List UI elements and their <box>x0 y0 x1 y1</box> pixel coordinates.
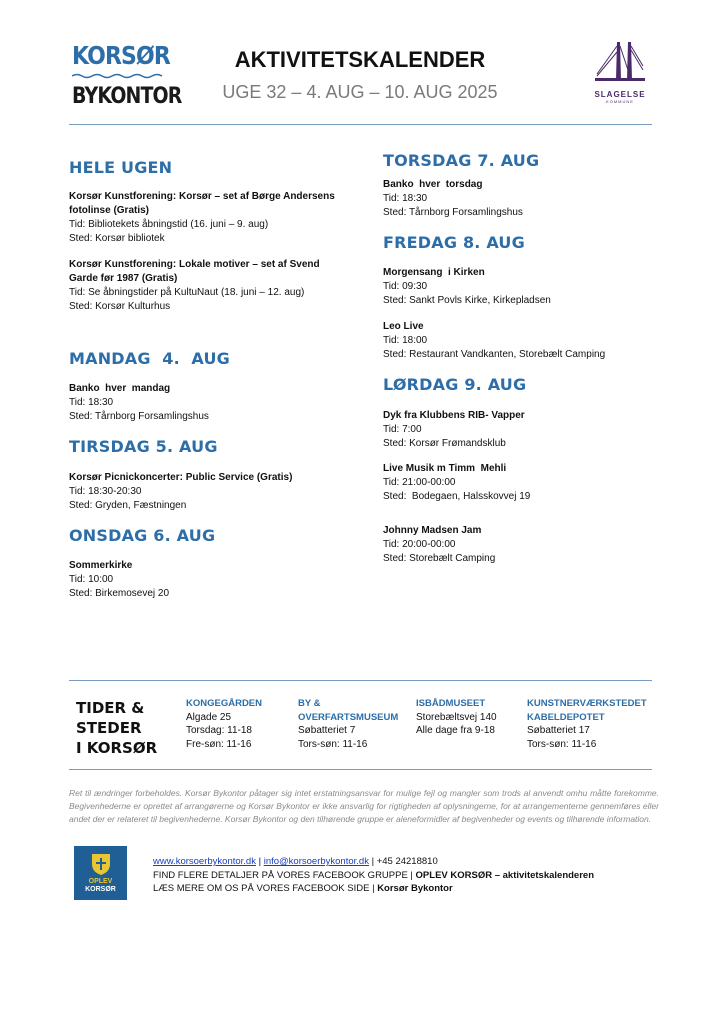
venue-line: Alle dage fra 9-18 <box>416 725 495 736</box>
event-time: Tid: 18:30 <box>383 193 428 204</box>
event-item <box>69 559 169 601</box>
phone-number: | +45 24218810 <box>368 856 438 867</box>
venue-name: ISBÅDMUSEET <box>416 698 486 709</box>
footer-divider-top <box>69 680 652 681</box>
footer-heading-line: I KORSØR <box>76 739 158 757</box>
event-title: Morgensang i Kirken <box>383 267 485 278</box>
slagelse-name: SLAGELSE <box>594 90 646 99</box>
event-place: Sted: Tårnborg Forsamlingshus <box>69 411 209 422</box>
logo-bykontor-text: BYKONTOR <box>72 84 182 109</box>
slagelse-kommune-logo <box>590 40 650 104</box>
event-place: Sted: Sankt Povls Kirke, Kirkepladsen <box>383 295 551 306</box>
event-time: Tid: 20:00-00:00 <box>383 539 456 550</box>
event-item <box>383 178 523 220</box>
event-title: Dyk fra Klubbens RIB- Vapper <box>383 410 525 421</box>
contact-separator: | <box>255 856 264 867</box>
disclaimer-text: Ret til ændringer forbeholdes. Korsør Bykontor påtager sig intet erstatningsansvar for mulige fejl og mangler som trods al anvendt omhu måtte forekomme. Begivenhederne er oprettet af arrangørerne og Korsør Bykontor er ikke ansvarlig for rigtigheden af oplysningerne, for at arrangementerne gennemføres eller andet der er relateret til begivenhederne. Korsør Bykontor og den tilhørende gruppe er aleneformidler af begivenheder og events og tilhørende information. <box>69 788 659 824</box>
venue-line: Søbatteriet 7 <box>298 725 356 736</box>
event-time: Tid: Bibliotekets åbningstid (16. juni – 9. aug) <box>69 219 269 230</box>
facebook-page-text: LÆS MERE OM OS PÅ VORES FACEBOOK SIDE | <box>153 883 378 894</box>
heading-onsdag: ONSDAG 6. AUG <box>69 526 216 545</box>
badge-line2: KORSØR <box>85 886 116 893</box>
event-place: Sted: Storebælt Camping <box>383 553 496 564</box>
venue-line: Storebæltsvej 140 <box>416 711 497 723</box>
event-place: Sted: Tårnborg Forsamlingshus <box>383 207 523 218</box>
event-place: Sted: Korsør Kulturhus <box>69 301 171 312</box>
event-item <box>69 258 344 314</box>
website-link[interactable]: www.korsoerbykontor.dk <box>153 856 256 867</box>
heading-fredag: FREDAG 8. AUG <box>383 233 525 252</box>
logo-korsor-text: KORSØR <box>72 41 170 70</box>
event-time: Tid: 09:30 <box>383 281 428 292</box>
venue-isbaadmuseet <box>416 697 497 738</box>
event-time: Tid: 7:00 <box>383 424 422 435</box>
page-subtitle: UGE 32 – 4. AUG – 10. AUG 2025 <box>222 82 498 102</box>
footer-heading-line: TIDER & <box>76 699 145 717</box>
waves-icon <box>72 73 164 79</box>
event-time: Tid: 18:30 <box>69 397 114 408</box>
page-title: AKTIVITETSKALENDER <box>234 47 486 72</box>
venue-name: BY & <box>298 698 321 709</box>
header-divider <box>69 124 652 125</box>
event-place: Sted: Bodegaen, Halsskovvej 19 <box>383 491 531 502</box>
event-place: Sted: Korsør bibliotek <box>69 233 165 244</box>
event-place: Sted: Korsør Frømandsklub <box>383 438 506 449</box>
email-link[interactable]: info@korsoerbykontor.dk <box>263 856 369 867</box>
event-time: Tid: 18:30-20:30 <box>69 486 142 497</box>
event-title: Korsør Kunstforening: Lokale motiver – set af Svend Garde før 1987 (Gratis) <box>69 259 320 284</box>
event-place: Sted: Restaurant Vandkanten, Storebælt Camping <box>383 349 606 360</box>
footer-heading-line: STEDER <box>76 719 142 737</box>
event-title: Korsør Kunstforening: Korsør – set af Børge Andersens fotolinse (Gratis) <box>69 191 335 216</box>
heading-hele-ugen: HELE UGEN <box>69 158 173 177</box>
event-time: Tid: 18:00 <box>383 335 428 346</box>
event-item <box>69 190 344 246</box>
venue-name: KABELDEPOTET <box>527 711 605 723</box>
event-item <box>383 320 605 362</box>
event-time: Tid: Se åbningstider på KultuNaut (18. juni – 12. aug) <box>69 287 305 298</box>
event-title: Live Musik m Timm Mehli <box>383 463 507 474</box>
heading-lordag: LØRDAG 9. AUG <box>383 375 527 394</box>
contact-block <box>153 855 594 896</box>
venue-line: Tors-søn: 11-16 <box>527 738 597 750</box>
footer-heading <box>76 698 157 758</box>
venue-line: Algade 25 <box>186 711 232 723</box>
event-item <box>383 524 495 566</box>
contact-line-1 <box>153 855 594 869</box>
event-place: Sted: Gryden, Fæstningen <box>69 500 187 511</box>
footer-divider-bottom <box>69 769 652 770</box>
contact-line-3 <box>153 882 594 896</box>
venue-kongegaarden <box>186 697 262 751</box>
badge-line1: OPLEV <box>88 878 113 885</box>
event-place: Sted: Birkemosevej 20 <box>69 588 170 599</box>
venue-line: Torsdag: 11-18 <box>186 725 252 736</box>
heading-tirsdag: TIRSDAG 5. AUG <box>69 437 218 456</box>
heading-mandag: MANDAG 4. AUG <box>69 349 230 368</box>
facebook-group-text: FIND FLERE DETALJER PÅ VORES FACEBOOK GRUPPE | <box>153 869 416 881</box>
facebook-page-name: Korsør Bykontor <box>377 883 453 894</box>
event-title: Sommerkirke <box>69 560 133 571</box>
event-title: Banko hver mandag <box>69 383 171 394</box>
shield-icon <box>90 852 112 876</box>
venue-line: Tors-søn: 11-16 <box>298 738 368 750</box>
event-item <box>383 462 530 504</box>
venue-name: KONGEGÅRDEN <box>186 698 263 709</box>
event-title: Leo Live <box>383 321 424 332</box>
event-time: Tid: 21:00-00:00 <box>383 477 456 488</box>
facebook-group-name: OPLEV KORSØR – aktivitetskalenderen <box>415 869 594 881</box>
event-time: Tid: 10:00 <box>69 574 114 585</box>
event-title: Korsør Picnickoncerter: Public Service (Gratis) <box>69 472 293 483</box>
korsor-bykontor-logo <box>72 41 182 109</box>
event-title: Banko hver torsdag <box>383 179 483 190</box>
venue-line: Fre-søn: 11-16 <box>186 738 252 750</box>
event-item <box>69 471 292 513</box>
event-title: Johnny Madsen Jam <box>383 525 482 536</box>
heading-torsdag: TORSDAG 7. AUG <box>383 151 540 170</box>
event-item <box>383 266 551 308</box>
contact-line-2 <box>153 869 594 883</box>
venue-overfartsmuseum <box>298 697 398 751</box>
venue-kabeldepotet <box>527 697 647 751</box>
venue-line: Søbatteriet 17 <box>527 725 590 736</box>
oplev-korsor-badge <box>74 846 127 900</box>
slagelse-sub: KOMMUNE <box>606 99 634 104</box>
bridge-icon <box>595 40 645 88</box>
venue-name: OVERFARTSMUSEUM <box>298 711 399 723</box>
event-item <box>69 382 209 424</box>
event-item <box>383 409 525 451</box>
venue-name: KUNSTNERVÆRKSTEDET <box>527 698 647 709</box>
